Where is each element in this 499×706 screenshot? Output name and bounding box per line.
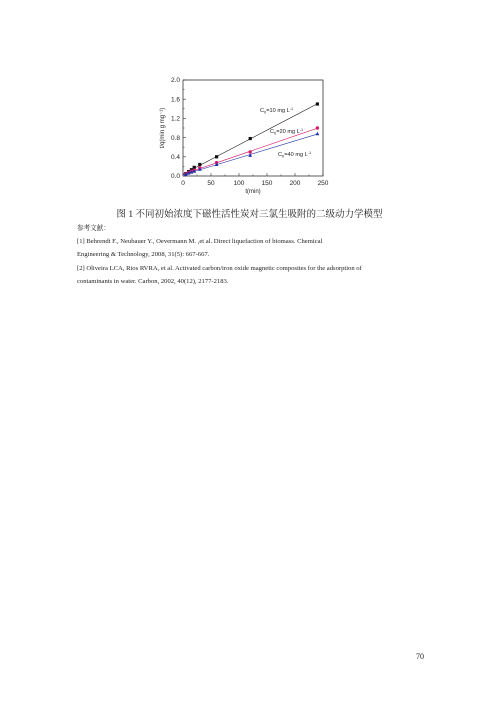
y-tick-label: 0.4 [170, 154, 180, 161]
reference-line: Engineering & Technology, 2008, 31(5): 667-667. [77, 251, 210, 259]
data-point [316, 132, 320, 136]
data-point [249, 150, 252, 153]
x-tick-label: 50 [207, 180, 215, 187]
x-tick-label: 250 [317, 180, 329, 187]
y-tick-label: 0.0 [170, 173, 180, 181]
series-annotation: $C_0=40$ mg $L^{-1}$ [278, 151, 312, 159]
reference-line: [1] Behrendt F., Neubauer Y., Oevermann M. ,et al. Direct liquefaction of biomass. Chemical [77, 238, 323, 246]
data-point [193, 166, 196, 169]
data-point [249, 137, 252, 140]
y-axis-label: t/q(min g mg⁻¹) [160, 107, 166, 149]
figure-caption: 图 1 不同初始浓度下磁性活性炭对三氯生吸附的二级动力学模型 [116, 210, 383, 220]
y-tick-label: 1.6 [170, 96, 180, 104]
x-tick-label: 150 [261, 180, 273, 187]
y-tick-label: 0.8 [170, 134, 180, 142]
x-axis-label: t(min) [245, 189, 261, 195]
data-point [198, 163, 201, 166]
data-point [316, 102, 319, 105]
reference-line: contaminants in water. Carbon, 2002, 40(12), 2177-2183. [77, 277, 229, 285]
series-annotation: $C_0=10$ mg $L^{-1}$ [260, 107, 294, 115]
series-annotation: $C_0=20$ mg $L^{-1}$ [270, 128, 304, 136]
x-tick-label: 100 [233, 180, 245, 187]
y-tick-label: 2.0 [170, 77, 180, 85]
reference-line: [2] Oliveira LCA, Rios RVRA, et al. Activated carbon/iron oxide magnetic composites for the adsorption of [77, 264, 362, 272]
x-tick-label: 0 [181, 180, 185, 187]
x-tick-label: 200 [289, 180, 301, 187]
y-tick-label: 1.2 [170, 115, 180, 123]
kinetics-chart [150, 70, 340, 200]
page-number: 70 [416, 652, 424, 661]
data-point [316, 126, 319, 129]
references [77, 222, 437, 288]
data-point [215, 155, 218, 158]
references-heading: 参考文献： [77, 225, 110, 232]
